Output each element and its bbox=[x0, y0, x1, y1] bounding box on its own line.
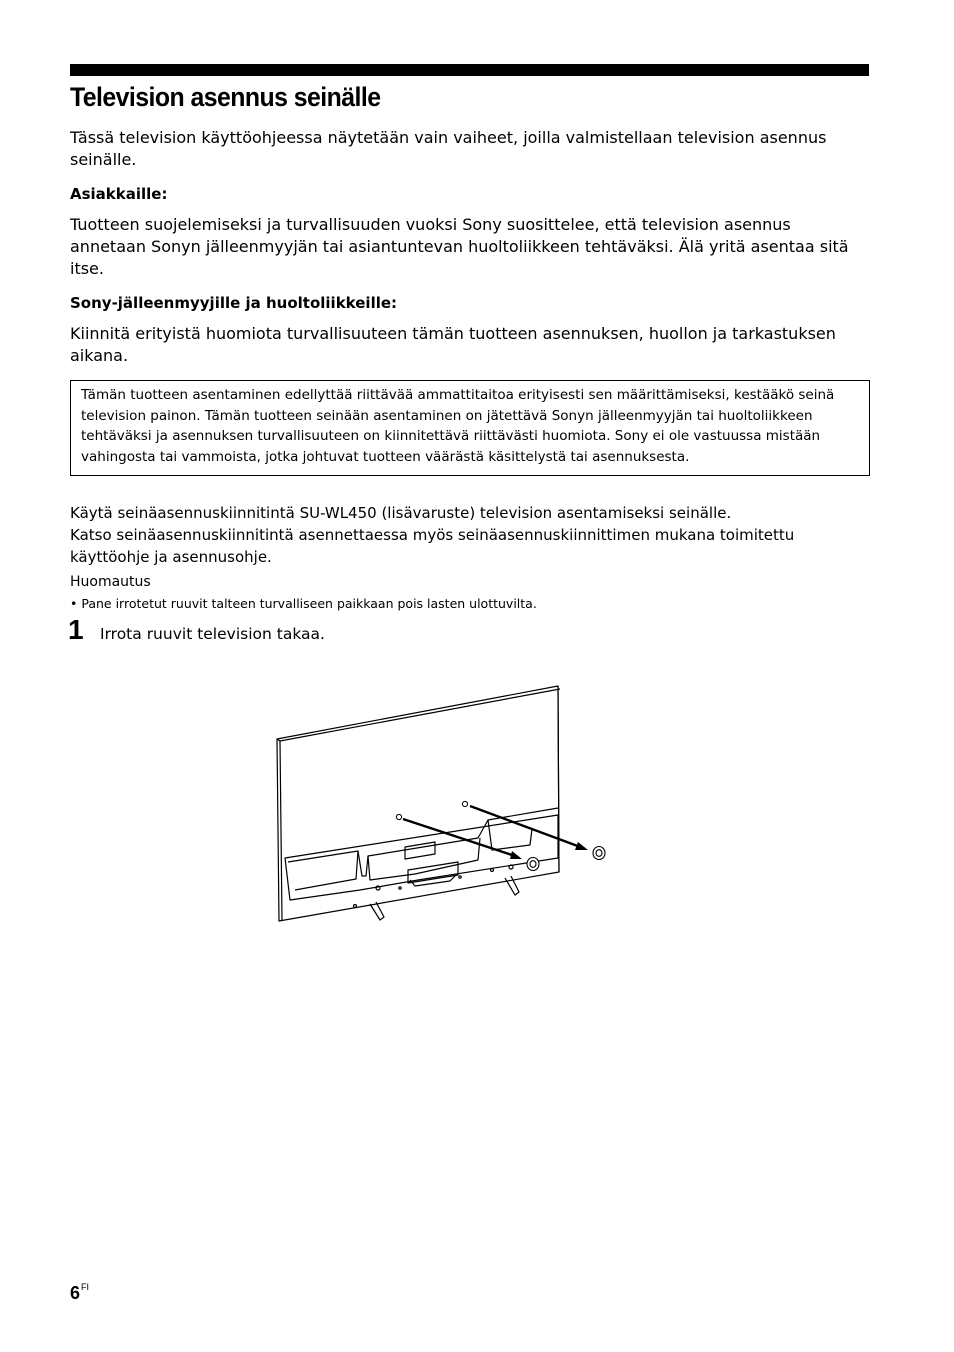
step-text: Irrota ruuvit television takaa. bbox=[100, 625, 325, 643]
title-rule bbox=[70, 64, 869, 76]
customers-paragraph: Tuotteen suojelemiseksi ja turvallisuuden vuoksi Sony suosittelee, että television asennus annetaan Sonyn jälleenmyyjän tai asiantuntevan huoltoliikkeen tehtäväksi. Älä yritä asentaa sitä itse. bbox=[70, 215, 849, 278]
bracket-info-line1: Käytä seinäasennuskiinnitintä SU-WL450 (lisävaruste) television asentamiseksi seinälle. bbox=[70, 504, 732, 522]
page-number-value: 6 bbox=[70, 1283, 81, 1303]
dealers-heading: Sony-jälleenmyyjille ja huoltoliikkeille: bbox=[70, 294, 398, 312]
screw-right bbox=[593, 847, 605, 860]
step-number: 1 bbox=[68, 614, 84, 645]
bracket-info-line2: Katso seinäasennuskiinnitintä asennettaessa myös seinäasennuskiinnittimen mukana toimitettu käyttöohje ja asennusohje. bbox=[70, 526, 795, 566]
screw-left bbox=[527, 858, 539, 871]
tv-back-screws-illustration bbox=[270, 680, 610, 930]
page-language-code: FI bbox=[81, 1282, 90, 1292]
note-item bbox=[70, 596, 537, 611]
customers-heading: Asiakkaille: bbox=[70, 185, 168, 203]
screw-hole-right bbox=[462, 801, 467, 806]
intro-paragraph: Tässä television käyttöohjeessa näytetään vain vaiheet, joilla valmistellaan television asennus seinälle. bbox=[70, 128, 827, 169]
dealers-paragraph: Kiinnitä erityistä huomiota turvallisuuteen tämän tuotteen asennuksen, huollon ja tarkastuksen aikana. bbox=[70, 324, 836, 365]
screw-hole-left bbox=[396, 814, 401, 819]
note-item-text: Pane irrotetut ruuvit talteen turvalliseen paikkaan pois lasten ulottuvilta. bbox=[81, 596, 537, 611]
bullet: • bbox=[70, 596, 78, 611]
page-title: Television asennus seinälle bbox=[70, 82, 381, 112]
note-heading: Huomautus bbox=[70, 574, 151, 590]
page-number bbox=[70, 1282, 89, 1304]
warning-box: Tämän tuotteen asentaminen edellyttää riittävää ammattitaitoa erityisesti sen määrittämiseksi, kestääkö seinä television painon. Tämän tuotteen seinään asentaminen on jätettävä Sonyn jälleenmyyjän tai huoltoliikkeen tehtäväksi ja asennuksen turvallisuuteen on kiinnitettävä riittävästi huomiota. Sony ei ole vastuussa mistään vahingosta tai vammoista, jotka johtuvat tuotteen väärästä käsittelystä tai asennuksesta. bbox=[70, 380, 870, 476]
